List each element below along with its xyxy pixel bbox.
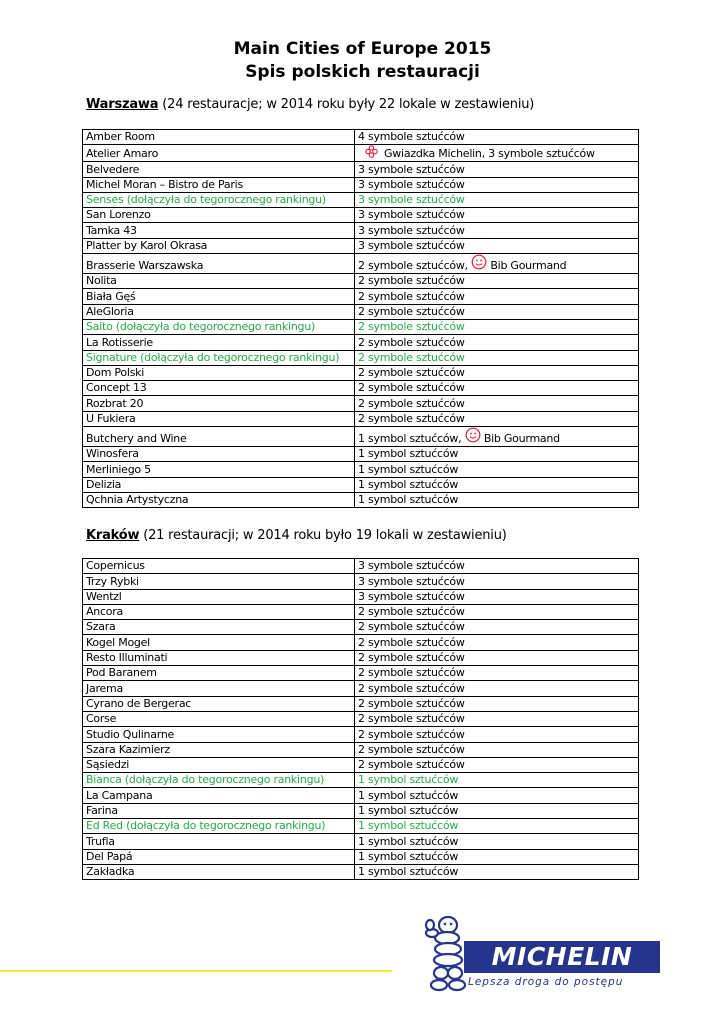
restaurant-rating-cell (355, 727, 639, 742)
restaurant-rating-cell (355, 254, 639, 274)
restaurant-name-text: Sąsiedzi (86, 758, 130, 772)
restaurant-name (83, 365, 355, 380)
restaurant-rating: 3 symbole sztućców (358, 559, 465, 573)
document-subtitle: Spis polskich restauracji (245, 62, 480, 82)
restaurant-rating: 2 symbole sztućców (358, 696, 465, 710)
michelin-logo (424, 913, 664, 997)
restaurant-name-text: Platter by Karol Okrasa (86, 239, 208, 253)
restaurant-rating-cell (355, 274, 639, 289)
restaurant-name-text: Qchnia Artystyczna (86, 493, 189, 507)
table-row (83, 834, 639, 849)
restaurant-table-krakow (82, 558, 639, 880)
restaurant-rating: 2 symbole sztućców (358, 350, 465, 364)
section-summary: (21 restauracji; w 2014 roku było 19 lokali w zestawieniu) (139, 528, 507, 543)
restaurant-name-text: La Campana (86, 788, 153, 802)
footer-divider (0, 970, 392, 972)
restaurant-name (83, 727, 355, 742)
table-row (83, 411, 639, 426)
restaurant-name (83, 289, 355, 304)
restaurant-rating-cell (355, 350, 639, 365)
table-row (83, 304, 639, 319)
restaurant-name (83, 650, 355, 665)
bib-gourmand-icon (471, 254, 487, 270)
restaurant-rating: 2 symbole sztućców (358, 605, 465, 619)
logo-wordmark: MICHELIN (491, 942, 633, 971)
restaurant-rating: 1 symbol sztućców (358, 804, 459, 818)
restaurant-rating-cell (355, 620, 639, 635)
restaurant-rating-cell (355, 335, 639, 350)
table-row (83, 223, 639, 238)
restaurant-rating: 1 symbol sztućców (358, 477, 459, 491)
restaurant-name (83, 773, 355, 788)
restaurant-rating: 2 symbole sztućców (358, 635, 465, 649)
restaurant-rating-cell (355, 834, 639, 849)
bib-gourmand-label: Bib Gourmand (490, 259, 567, 273)
table-row (83, 559, 639, 574)
restaurant-rating: 3 symbole sztućców (358, 208, 465, 222)
table-row (83, 819, 639, 834)
restaurant-rating-cell (355, 559, 639, 574)
table-row (83, 742, 639, 757)
restaurant-rating: 2 symbole sztućców (358, 274, 465, 288)
table-row (83, 711, 639, 726)
restaurant-name-text: Ancora (86, 605, 124, 619)
table-row (83, 130, 639, 145)
restaurant-name-text: Atelier Amaro (86, 147, 159, 161)
table-row (83, 319, 639, 334)
restaurant-name (83, 350, 355, 365)
restaurant-name-text: Studio Qulinarne (86, 727, 175, 741)
restaurant-name-text: La Rotisserie (86, 335, 153, 349)
restaurant-rating: 1 symbol sztućców (358, 849, 459, 863)
restaurant-name-text: Trufla (86, 834, 115, 848)
restaurant-name (83, 381, 355, 396)
restaurant-rating: 2 symbole sztućców (358, 412, 465, 426)
restaurant-rating: 3 symbole sztućców (358, 162, 465, 176)
restaurant-name-text: Kogel Mogel (86, 635, 150, 649)
restaurant-name (83, 462, 355, 477)
restaurant-name (83, 145, 355, 162)
restaurant-name (83, 635, 355, 650)
restaurant-rating-cell (355, 803, 639, 818)
restaurant-name-text: Ed Red (dołączyła do tegorocznego rankingu) (86, 819, 326, 833)
restaurant-name-text: Michel Moran – Bistro de Paris (86, 177, 243, 191)
restaurant-name-text: Del Papá (86, 849, 133, 863)
restaurant-name-text: Winosfera (86, 447, 139, 461)
restaurant-name-text: Signature (dołączyła do tegorocznego rankingu) (86, 350, 340, 364)
table-row (83, 427, 639, 447)
restaurant-name (83, 238, 355, 253)
restaurant-rating: 1 symbol sztućców (358, 447, 459, 461)
restaurant-name (83, 574, 355, 589)
restaurant-name-text: U Fukiera (86, 412, 136, 426)
table-row (83, 757, 639, 772)
restaurant-rating-cell (355, 177, 639, 192)
restaurant-name (83, 589, 355, 604)
document-title: Main Cities of Europe 2015 (233, 39, 492, 59)
table-row (83, 620, 639, 635)
table-row (83, 604, 639, 619)
restaurant-name (83, 742, 355, 757)
restaurant-name (83, 803, 355, 818)
restaurant-name (83, 177, 355, 192)
table-row (83, 145, 639, 162)
restaurant-rating: 2 symbole sztućców (358, 742, 465, 756)
table-row (83, 666, 639, 681)
restaurant-name-text: Concept 13 (86, 381, 147, 395)
city-name: Kraków (86, 528, 140, 543)
restaurant-name (83, 696, 355, 711)
restaurant-name-text: Amber Room (86, 130, 155, 144)
restaurant-name-text: Salto (dołączyła do tegorocznego rankingu) (86, 320, 316, 334)
restaurant-rating-cell (355, 650, 639, 665)
restaurant-rating-cell (355, 742, 639, 757)
restaurant-name-text: Szara Kazimierz (86, 742, 170, 756)
restaurant-rating: 1 symbol sztućców (358, 819, 459, 833)
restaurant-name-text: AleGloria (86, 304, 134, 318)
restaurant-rating-cell (355, 381, 639, 396)
table-row (83, 462, 639, 477)
restaurant-rating: 2 symbole sztućców (358, 620, 465, 634)
restaurant-name-text: Butchery and Wine (86, 432, 187, 446)
restaurant-rating-cell (355, 788, 639, 803)
table-row (83, 477, 639, 492)
restaurant-name (83, 834, 355, 849)
restaurant-name-text: Zakładka (86, 865, 135, 879)
restaurant-name-text: Farina (86, 804, 118, 818)
restaurant-rating: 1 symbol sztućców (358, 773, 459, 787)
restaurant-name (83, 304, 355, 319)
bib-gourmand-icon (465, 427, 481, 443)
restaurant-rating-cell (355, 681, 639, 696)
restaurant-name (83, 411, 355, 426)
restaurant-rating-cell (355, 411, 639, 426)
restaurant-name (83, 681, 355, 696)
restaurant-rating-cell (355, 604, 639, 619)
restaurant-rating-cell (355, 238, 639, 253)
restaurant-name (83, 604, 355, 619)
restaurant-name (83, 274, 355, 289)
restaurant-name-text: Belvedere (86, 162, 140, 176)
table-row (83, 696, 639, 711)
restaurant-rating-cell (355, 757, 639, 772)
restaurant-name-text: Copernicus (86, 559, 145, 573)
restaurant-rating: 2 symbole sztućców (358, 712, 465, 726)
table-row (83, 350, 639, 365)
restaurant-name-text: Trzy Rybki (86, 574, 139, 588)
restaurant-rating: 2 symbole sztućców, (358, 259, 468, 273)
restaurant-name (83, 864, 355, 879)
restaurant-rating-cell (355, 192, 639, 207)
table-row (83, 803, 639, 818)
restaurant-rating-cell (355, 427, 639, 447)
bib-gourmand-label: Bib Gourmand (483, 432, 560, 446)
restaurant-name (83, 192, 355, 207)
table-row (83, 788, 639, 803)
table-row (83, 381, 639, 396)
restaurant-name-text: Resto Illuminati (86, 651, 168, 665)
table-row (83, 650, 639, 665)
restaurant-name-text: Cyrano de Bergerac (86, 696, 192, 710)
table-row (83, 208, 639, 223)
table-row (83, 254, 639, 274)
restaurant-rating: 2 symbole sztućców (358, 681, 465, 695)
restaurant-rating: 3 symbole sztućców (358, 574, 465, 588)
restaurant-table-warszawa (82, 129, 639, 508)
restaurant-rating: 2 symbole sztućców (358, 381, 465, 395)
restaurant-rating: 2 symbole sztućców (358, 651, 465, 665)
restaurant-rating: 2 symbole sztućców (358, 758, 465, 772)
restaurant-rating: 1 symbol sztućców, (358, 432, 462, 446)
table-row (83, 635, 639, 650)
restaurant-name (83, 162, 355, 177)
restaurant-name-text: Tamka 43 (86, 223, 137, 237)
restaurant-rating-cell (355, 145, 639, 162)
restaurant-name (83, 319, 355, 334)
restaurant-rating: 2 symbole sztućców (358, 335, 465, 349)
michelin-star-icon (365, 145, 378, 158)
section-heading-warszawa (86, 97, 534, 112)
restaurant-name-text: Brasserie Warszawska (86, 259, 204, 273)
restaurant-name (83, 254, 355, 274)
table-row (83, 274, 639, 289)
restaurant-rating-cell (355, 396, 639, 411)
restaurant-name-text: Bianca (dołączyła do tegorocznego rankingu) (86, 773, 325, 787)
table-row (83, 492, 639, 507)
restaurant-name (83, 223, 355, 238)
restaurant-rating-cell (355, 711, 639, 726)
table-row (83, 849, 639, 864)
restaurant-rating-cell (355, 162, 639, 177)
restaurant-name (83, 559, 355, 574)
restaurant-rating-cell (355, 635, 639, 650)
restaurant-name-text: Corse (86, 712, 117, 726)
restaurant-name-text: Szara (86, 620, 116, 634)
restaurant-name-text: Dom Polski (86, 366, 145, 380)
restaurant-name (83, 819, 355, 834)
section-summary: (24 restauracje; w 2014 roku były 22 lokale w zestawieniu) (158, 97, 535, 112)
restaurant-rating: 1 symbol sztućców (358, 865, 459, 879)
city-name: Warszawa (86, 97, 159, 112)
restaurant-rating-cell (355, 130, 639, 145)
table-row (83, 773, 639, 788)
restaurant-rating-cell (355, 223, 639, 238)
restaurant-name-text: Merliniego 5 (86, 462, 151, 476)
restaurant-name (83, 711, 355, 726)
restaurant-rating: 2 symbole sztućców (358, 727, 465, 741)
restaurant-name-text: Delizia (86, 477, 122, 491)
restaurant-rating: 2 symbole sztućców (358, 666, 465, 680)
restaurant-rating: 3 symbole sztućców (358, 239, 465, 253)
restaurant-rating-cell (355, 477, 639, 492)
restaurant-rating-cell (355, 864, 639, 879)
restaurant-rating-cell (355, 289, 639, 304)
table-row (83, 289, 639, 304)
restaurant-rating: 2 symbole sztućców (358, 289, 465, 303)
restaurant-rating-cell (355, 666, 639, 681)
table-row (83, 727, 639, 742)
restaurant-rating-cell (355, 696, 639, 711)
restaurant-rating: 3 symbole sztućców (358, 589, 465, 603)
table-row (83, 864, 639, 879)
restaurant-name-text: San Lorenzo (86, 208, 151, 222)
section-heading-krakow (86, 528, 507, 543)
table-row (83, 365, 639, 380)
restaurant-rating: 1 symbol sztućców (358, 462, 459, 476)
restaurant-rating-cell (355, 574, 639, 589)
restaurant-rating-cell (355, 319, 639, 334)
restaurant-rating: 4 symbole sztućców (358, 130, 465, 144)
restaurant-name (83, 492, 355, 507)
restaurant-rating: Gwiazdka Michelin, 3 symbole sztućców (384, 147, 595, 161)
restaurant-rating-cell (355, 447, 639, 462)
table-row (83, 335, 639, 350)
restaurant-name (83, 477, 355, 492)
restaurant-rating: 2 symbole sztućców (358, 366, 465, 380)
restaurant-rating: 1 symbol sztućców (358, 788, 459, 802)
restaurant-name (83, 620, 355, 635)
restaurant-name (83, 396, 355, 411)
restaurant-name-text: Pod Baranem (86, 666, 157, 680)
restaurant-rating: 3 symbole sztućców (358, 223, 465, 237)
restaurant-name (83, 666, 355, 681)
restaurant-rating-cell (355, 849, 639, 864)
restaurant-rating: 3 symbole sztućców (358, 177, 465, 191)
table-row (83, 681, 639, 696)
restaurant-rating: 1 symbol sztućców (358, 834, 459, 848)
restaurant-name (83, 788, 355, 803)
table-row (83, 396, 639, 411)
restaurant-rating-cell (355, 819, 639, 834)
restaurant-rating-cell (355, 304, 639, 319)
restaurant-rating: 2 symbole sztućców (358, 320, 465, 334)
restaurant-rating-cell (355, 589, 639, 604)
table-row (83, 447, 639, 462)
restaurant-name-text: Wentzl (86, 589, 122, 603)
restaurant-name-text: Jarema (86, 681, 123, 695)
restaurant-name-text: Nolita (86, 274, 117, 288)
restaurant-rating-cell (355, 492, 639, 507)
restaurant-rating-cell (355, 773, 639, 788)
restaurant-name-text: Rozbrat 20 (86, 396, 144, 410)
restaurant-name (83, 757, 355, 772)
table-row (83, 574, 639, 589)
restaurant-rating: 2 symbole sztućców (358, 304, 465, 318)
restaurant-name (83, 335, 355, 350)
restaurant-rating: 3 symbole sztućców (358, 193, 465, 207)
table-row (83, 589, 639, 604)
restaurant-name (83, 849, 355, 864)
table-row (83, 192, 639, 207)
restaurant-rating-cell (355, 365, 639, 380)
restaurant-rating: 1 symbol sztućców (358, 493, 459, 507)
restaurant-name-text: Senses (dołączyła do tegorocznego rankingu) (86, 193, 326, 207)
logo-tagline: Lepsza droga do postępu (468, 976, 624, 988)
restaurant-rating-cell (355, 208, 639, 223)
restaurant-rating: 2 symbole sztućców (358, 396, 465, 410)
restaurant-name (83, 208, 355, 223)
table-row (83, 238, 639, 253)
restaurant-name (83, 447, 355, 462)
table-row (83, 162, 639, 177)
restaurant-name-text: Biała Gęś (86, 289, 136, 303)
restaurant-name (83, 130, 355, 145)
logo-bar (464, 941, 660, 973)
table-row (83, 177, 639, 192)
restaurant-name (83, 427, 355, 447)
restaurant-rating-cell (355, 462, 639, 477)
